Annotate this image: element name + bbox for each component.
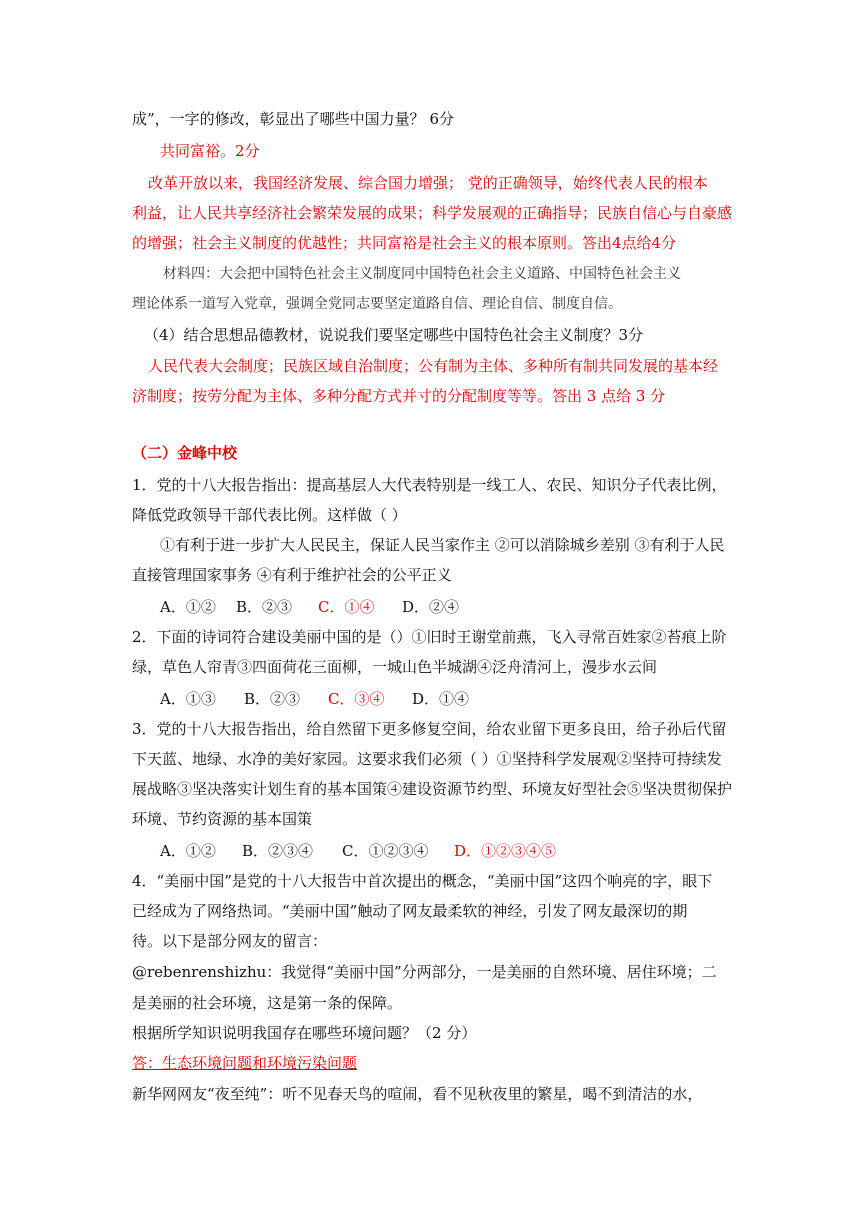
answer-text: 改革开放以来，我国经济发展、综合国力增强； 党的正确领导，始终代表人民的根本	[148, 174, 708, 192]
answer-text: 的增强；社会主义制度的优越性；共同富裕是社会主义的根本原则。答出4点给4分	[132, 234, 677, 252]
option-c-answer: C．③④	[328, 690, 385, 708]
question-3-text: 下天蓝、地绿、水净的美好家园。这要求我们必须（ ）①坚持科学发展观②坚持可持续发	[132, 750, 722, 768]
option-a: A．①②	[160, 842, 216, 860]
option-d: D．②④	[402, 598, 460, 616]
question-2-text: 绿，草色人帘青③四面荷花三面柳，一城山色半城湖④泛舟清河上，漫步水云间	[132, 658, 658, 676]
question-4-text: 已经成为了网络热词。“美丽中国”触动了网友最柔软的神经，引发了网友最深切的期	[132, 902, 688, 920]
option-c-answer: C．①④	[318, 598, 375, 616]
question-1-options	[160, 596, 459, 618]
option-d-answer: D．①②③④⑤	[454, 842, 557, 860]
question-3-options	[160, 840, 556, 862]
option-b: B．②③	[236, 598, 293, 616]
option-b: B．②③	[244, 690, 301, 708]
material-text: 理论体系一道写入党章，强调全党同志要坚定道路自信、理论自信、制度自信。	[132, 296, 622, 312]
question-1-statements: ①有利于进一步扩大人民民主，保证人民当家作主 ②可以消除城乡差别 ③有利于人民	[160, 536, 725, 554]
option-b: B．②③④	[242, 842, 314, 860]
answer-text: 人民代表大会制度；民族区域自治制度；公有制为主体、多种所有制共同发展的基本经	[148, 357, 719, 375]
question-2-text: 2．下面的诗词符合建设美丽中国的是（）①旧时王谢堂前燕，飞入寻常百姓家②苔痕上阶	[132, 628, 727, 646]
answer-text: 共同富裕。2分	[160, 142, 260, 160]
question-text: （4）结合思想品德教材，说说我们要坚定哪些中国特色社会主义制度？3分	[144, 326, 644, 344]
question-1-text: 1．党的十八大报告指出：提高基层人大代表特别是一线工人、农民、知识分子代表比例，	[132, 476, 727, 494]
answer-text: 答：生态环境问题和环境污染问题	[132, 1054, 358, 1072]
netizen-comment: @rebenrenshizhu：我觉得“美丽中国”分两部分，一是美丽的自然环境、居住环境；二	[132, 963, 717, 981]
question-3-text: 3．党的十八大报告指出，给自然留下更多修复空间，给农业留下更多良田，给子孙后代留	[132, 720, 727, 738]
question-text: 成”，一字的修改，彰显出了哪些中国力量？ 6分	[132, 110, 454, 128]
question-3-text: 展战略③坚决落实计划生育的基本国策④建设资源节约型、环境友好型社会⑤坚决贯彻保护	[132, 780, 733, 798]
option-a: A．①③	[160, 690, 216, 708]
netizen-comment: 新华网网友“夜至纯”：听不见春天鸟的喧闹，看不见秋夜里的繁星，喝不到清洁的水，	[132, 1085, 703, 1103]
question-1-text: 降低党政领导干部代表比例。这样做（ ）	[132, 506, 407, 524]
option-d: D．①④	[412, 690, 470, 708]
question-1-statements: 直接管理国家事务 ④有利于维护社会的公平正义	[132, 566, 452, 584]
answer-text: 利益，让人民共享经济社会繁荣发展的成果；科学发展观的正确指导；民族自信心与自豪感	[132, 204, 733, 222]
option-a: A．①②	[160, 598, 216, 616]
answer-text: 济制度；按劳分配为主体、多种分配方式并寸的分配制度等等。答出 3 点给 3 分	[132, 387, 666, 405]
material-text: 材料四：大会把中国特色社会主义制度同中国特色社会主义道路、中国特色社会主义	[163, 266, 681, 282]
netizen-comment: 是美丽的社会环境，这是第一条的保障。	[132, 994, 403, 1012]
question-3-text: 环境、节约资源的基本国策	[132, 810, 313, 828]
option-c: C．①②③④	[342, 842, 429, 860]
section-heading: （二）金峰中校	[132, 444, 238, 462]
question-4-prompt: 根据所学知识说明我国存在哪些环境问题？（2 分）	[132, 1024, 477, 1042]
question-2-options	[160, 688, 469, 710]
question-4-text: 待。以下是部分网友的留言：	[132, 932, 328, 950]
question-4-text: 4．“美丽中国”是党的十八大报告中首次提出的概念，“美丽中国”这四个响亮的字，眼下	[132, 872, 713, 890]
